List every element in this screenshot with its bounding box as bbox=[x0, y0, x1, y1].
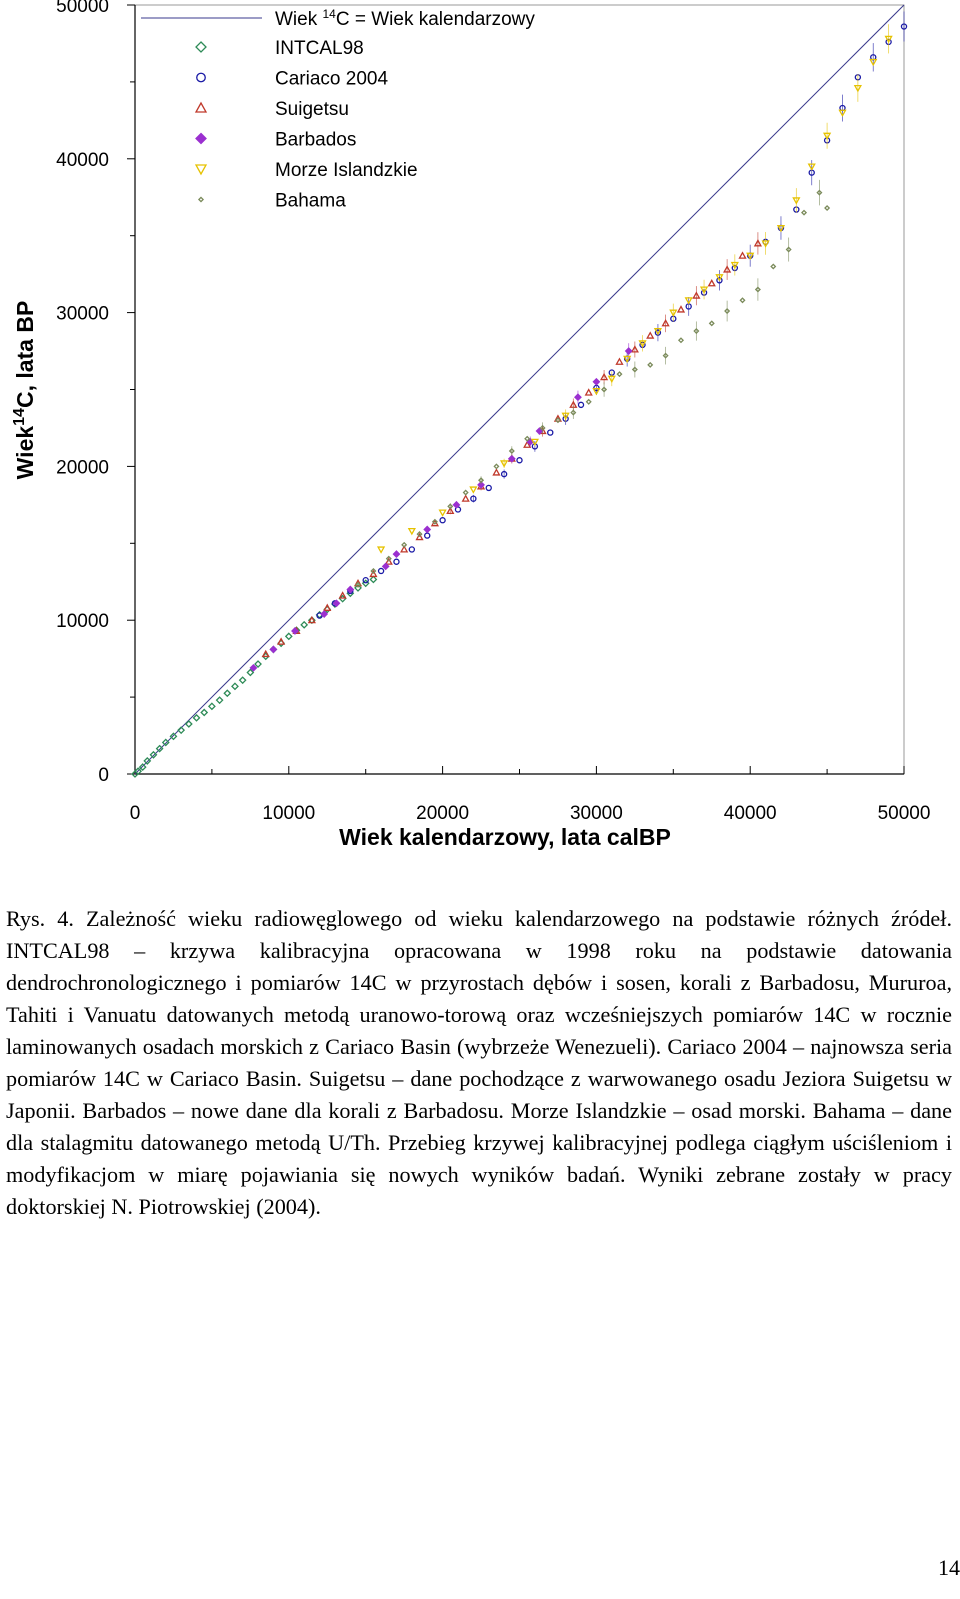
x-axis-ticks bbox=[130, 766, 931, 824]
series-morze-islandzkie bbox=[378, 24, 892, 552]
series-suigetsu bbox=[263, 232, 761, 656]
y-axis-ticks bbox=[56, 0, 135, 786]
y-tick-label: 50000 bbox=[56, 0, 109, 17]
legend-reference-suffix: C = Wiek kalendarzowy bbox=[335, 9, 535, 30]
y-tick-label: 30000 bbox=[56, 303, 109, 325]
y-tick-label: 20000 bbox=[56, 457, 109, 479]
data-point bbox=[194, 715, 200, 721]
series-intcal98 bbox=[132, 576, 376, 777]
data-point bbox=[586, 390, 592, 395]
data-point bbox=[240, 677, 246, 683]
figure-caption: Rys. 4. Zależność wieku radiowęglowego od wieku kalendarzowego na podstawie różnych źródeł. INTCAL98 – krzywa kalibracyjna opracowana w 1998 roku na podstawie datowania dendrochronologicznego i pomiarów 14C w przyrostach dębów i sosen, korali z Barbadosu, Mururoa, Tahiti i Vanuatu datowanych metodą uranowo-torową oraz wcześniejszych pomiarów 14C w rocznie laminowanych osadach morskich z Cariaco Basin (wybrzeże Wenezueli). Cariaco 2004 – najnowsza seria pomiarów 14C w Cariaco Basin. Suigetsu – dane pochodzące z warwowanego osadu Jeziora Suigetsu w Japonii. Barbados – nowe dane dla korali z Barbadosu. Morze Islandzkie – osad morski. Bahama – dane dla stalagmitu datowanego metodą U/Th. Przebieg krzywej kalibracyjnej podlega ciągłym uściśleniom i modyfikacjom w miarę pojawiania się nowych wyników badań. Wyniki zebrane zostały w pracy doktorskiej N. Piotrowskiej (2004). bbox=[6, 906, 952, 1219]
data-point bbox=[201, 709, 207, 715]
legend-label: Morze Islandzkie bbox=[275, 160, 418, 181]
y-axis-label-suffix: C, lata BP bbox=[12, 300, 38, 409]
legend-label: INTCAL98 bbox=[275, 38, 364, 59]
data-point bbox=[771, 264, 775, 268]
data-point bbox=[178, 727, 184, 733]
x-tick-label: 30000 bbox=[569, 803, 623, 824]
series-cariaco-2004 bbox=[317, 12, 907, 619]
data-point bbox=[440, 518, 445, 523]
data-point bbox=[593, 379, 599, 385]
data-point bbox=[301, 622, 307, 628]
data-point bbox=[393, 551, 399, 557]
legend-marker bbox=[199, 197, 203, 201]
data-point bbox=[157, 746, 163, 752]
data-point bbox=[424, 526, 430, 532]
data-point bbox=[309, 617, 315, 622]
legend-marker bbox=[196, 134, 206, 144]
data-point bbox=[394, 559, 399, 564]
data-point bbox=[370, 576, 376, 582]
data-point bbox=[740, 298, 744, 302]
data-point bbox=[286, 633, 292, 639]
data-point bbox=[825, 206, 829, 210]
x-tick-label: 20000 bbox=[416, 803, 470, 824]
legend bbox=[141, 7, 535, 212]
y-tick-label: 10000 bbox=[56, 611, 109, 633]
data-point bbox=[270, 646, 276, 652]
data-point bbox=[709, 280, 715, 285]
legend-label-reference bbox=[275, 7, 535, 30]
x-axis-label: Wiek kalendarzowy, lata calBP bbox=[339, 824, 671, 850]
legend-label: Cariaco 2004 bbox=[275, 68, 389, 90]
data-point bbox=[616, 359, 622, 364]
data-point bbox=[150, 752, 156, 758]
data-point bbox=[379, 568, 384, 573]
data-point bbox=[648, 363, 652, 367]
series-barbados bbox=[250, 343, 631, 671]
data-point bbox=[626, 348, 632, 354]
x-tick-label: 0 bbox=[129, 803, 141, 824]
data-point bbox=[617, 372, 621, 376]
data-point bbox=[144, 758, 150, 764]
reference-line bbox=[135, 5, 904, 774]
data-point bbox=[647, 333, 653, 338]
x-tick-label: 10000 bbox=[262, 803, 316, 824]
data-point bbox=[679, 338, 683, 342]
page-number: 14 bbox=[938, 1555, 960, 1580]
data-point bbox=[493, 470, 499, 475]
data-point bbox=[678, 307, 684, 312]
data-point bbox=[548, 430, 553, 435]
data-point bbox=[517, 458, 522, 463]
data-point bbox=[217, 697, 223, 703]
legend-marker bbox=[196, 42, 206, 52]
legend-entries bbox=[196, 38, 418, 212]
y-axis-label-superscript: 14 bbox=[11, 408, 28, 426]
data-point bbox=[278, 639, 284, 644]
data-point bbox=[463, 496, 469, 501]
data-point bbox=[209, 703, 215, 709]
data-point bbox=[587, 400, 591, 404]
data-point bbox=[425, 533, 430, 538]
legend-marker bbox=[197, 73, 206, 82]
data-point bbox=[409, 529, 415, 534]
legend-marker bbox=[196, 165, 206, 174]
data-point bbox=[440, 510, 446, 515]
data-point bbox=[378, 547, 384, 552]
data-point bbox=[556, 418, 560, 422]
data-point bbox=[170, 733, 176, 739]
legend-label: Bahama bbox=[275, 190, 346, 212]
legend-reference-prefix: Wiek bbox=[275, 9, 323, 30]
data-point bbox=[494, 464, 498, 468]
legend-label: Suigetsu bbox=[275, 99, 349, 120]
y-tick-label: 40000 bbox=[56, 149, 109, 171]
data-point bbox=[464, 490, 468, 494]
legend-marker bbox=[196, 103, 206, 112]
data-point bbox=[470, 487, 476, 492]
data-point bbox=[740, 253, 746, 258]
x-tick-label: 50000 bbox=[877, 803, 931, 824]
legend-label: Barbados bbox=[275, 129, 357, 151]
y-axis-label-prefix: Wiek bbox=[12, 425, 38, 480]
data-point bbox=[163, 739, 169, 745]
data-point bbox=[409, 547, 414, 552]
data-point bbox=[140, 764, 146, 770]
y-tick-label: 0 bbox=[98, 765, 109, 786]
data-point bbox=[525, 437, 529, 441]
data-point bbox=[578, 402, 583, 407]
legend-reference-superscript: 14 bbox=[322, 7, 336, 21]
data-point bbox=[486, 485, 491, 490]
data-point bbox=[324, 605, 330, 610]
data-point bbox=[255, 661, 261, 667]
data-point bbox=[224, 690, 230, 696]
series-layer bbox=[132, 12, 907, 777]
data-point bbox=[433, 520, 437, 524]
data-point bbox=[802, 211, 806, 215]
data-point bbox=[710, 321, 714, 325]
data-point bbox=[402, 543, 406, 547]
x-tick-label: 40000 bbox=[723, 803, 777, 824]
y-axis-label bbox=[11, 301, 38, 480]
data-point bbox=[575, 394, 581, 400]
data-point bbox=[232, 683, 238, 689]
